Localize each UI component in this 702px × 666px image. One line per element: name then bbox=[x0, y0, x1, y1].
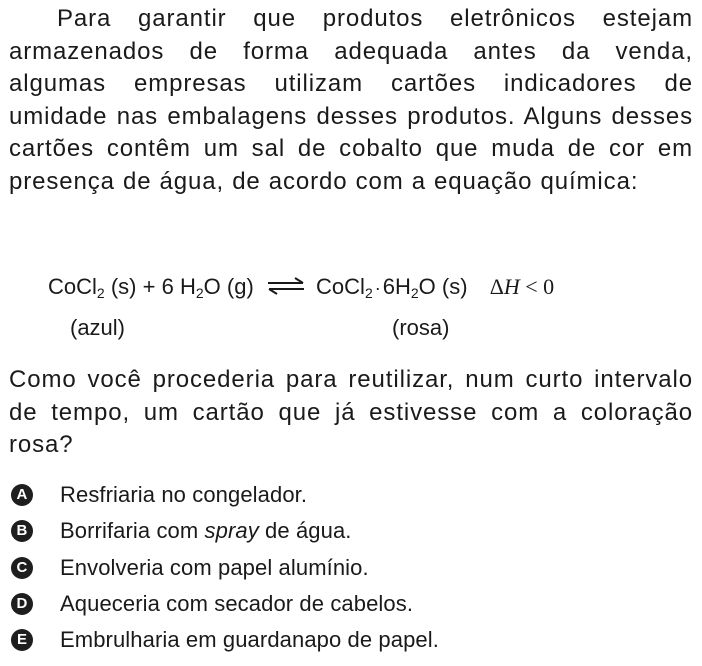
option-d[interactable] bbox=[9, 587, 413, 621]
statement-paragraph bbox=[9, 3, 693, 198]
product-state: (s) bbox=[441, 274, 468, 299]
option-b-text: Borrifaria com spray de água. bbox=[60, 518, 352, 543]
product-water: $6H_2O$ bbox=[382, 274, 436, 301]
reactant-water-state: (g) bbox=[226, 274, 254, 299]
option-d-letter-icon: D bbox=[11, 593, 33, 615]
hydrate-dot: · bbox=[374, 278, 381, 298]
option-c[interactable] bbox=[9, 551, 369, 585]
reactant-cocl2-state: (s) bbox=[110, 274, 137, 299]
equilibrium-arrow-icon bbox=[266, 273, 306, 303]
product-cocl2: CoCl$_2$ bbox=[316, 274, 373, 301]
reactant-color-label: (azul) bbox=[70, 315, 126, 340]
option-b-letter-icon: B bbox=[11, 520, 33, 542]
option-c-letter-icon: C bbox=[11, 557, 33, 579]
reactant-water: $H_2O$ bbox=[179, 274, 221, 301]
product-color-label: (rosa) bbox=[392, 315, 450, 340]
option-a-letter-icon: A bbox=[11, 484, 33, 506]
option-e-text: Embrulharia em guardanapo de papel. bbox=[60, 627, 439, 652]
option-d-text: Aqueceria com secador de cabelos. bbox=[60, 591, 414, 616]
option-a[interactable] bbox=[9, 478, 307, 512]
option-c-text: Envolveria com papel alumínio. bbox=[60, 555, 369, 580]
plus-sign: + bbox=[142, 274, 156, 299]
option-b[interactable] bbox=[9, 514, 352, 548]
chemical-equation bbox=[48, 272, 554, 304]
enthalpy-expression: ΔH < 0 bbox=[489, 274, 555, 299]
reactant-cocl2: CoCl$_2$ bbox=[48, 274, 105, 301]
option-e-letter-icon: E bbox=[11, 629, 33, 651]
statement-text: Para garantir que produtos eletrônicos estejam armazenados de forma adequada antes da venda, algumas empresas utilizam cartões indicadores de umidade nas embalagens desses produtos. Alguns desses cartões contêm um sal de cobalto que muda de cor em presença de água, de acordo com a equação química: bbox=[9, 5, 693, 195]
question-paragraph: Como você procederia para reutilizar, num curto intervalo de tempo, um cartão que já estivesse com a coloração rosa? bbox=[9, 366, 693, 458]
option-a-text: Resfriaria no congelador. bbox=[60, 482, 308, 507]
water-coefficient: 6 bbox=[161, 274, 174, 299]
option-e[interactable] bbox=[9, 623, 439, 657]
